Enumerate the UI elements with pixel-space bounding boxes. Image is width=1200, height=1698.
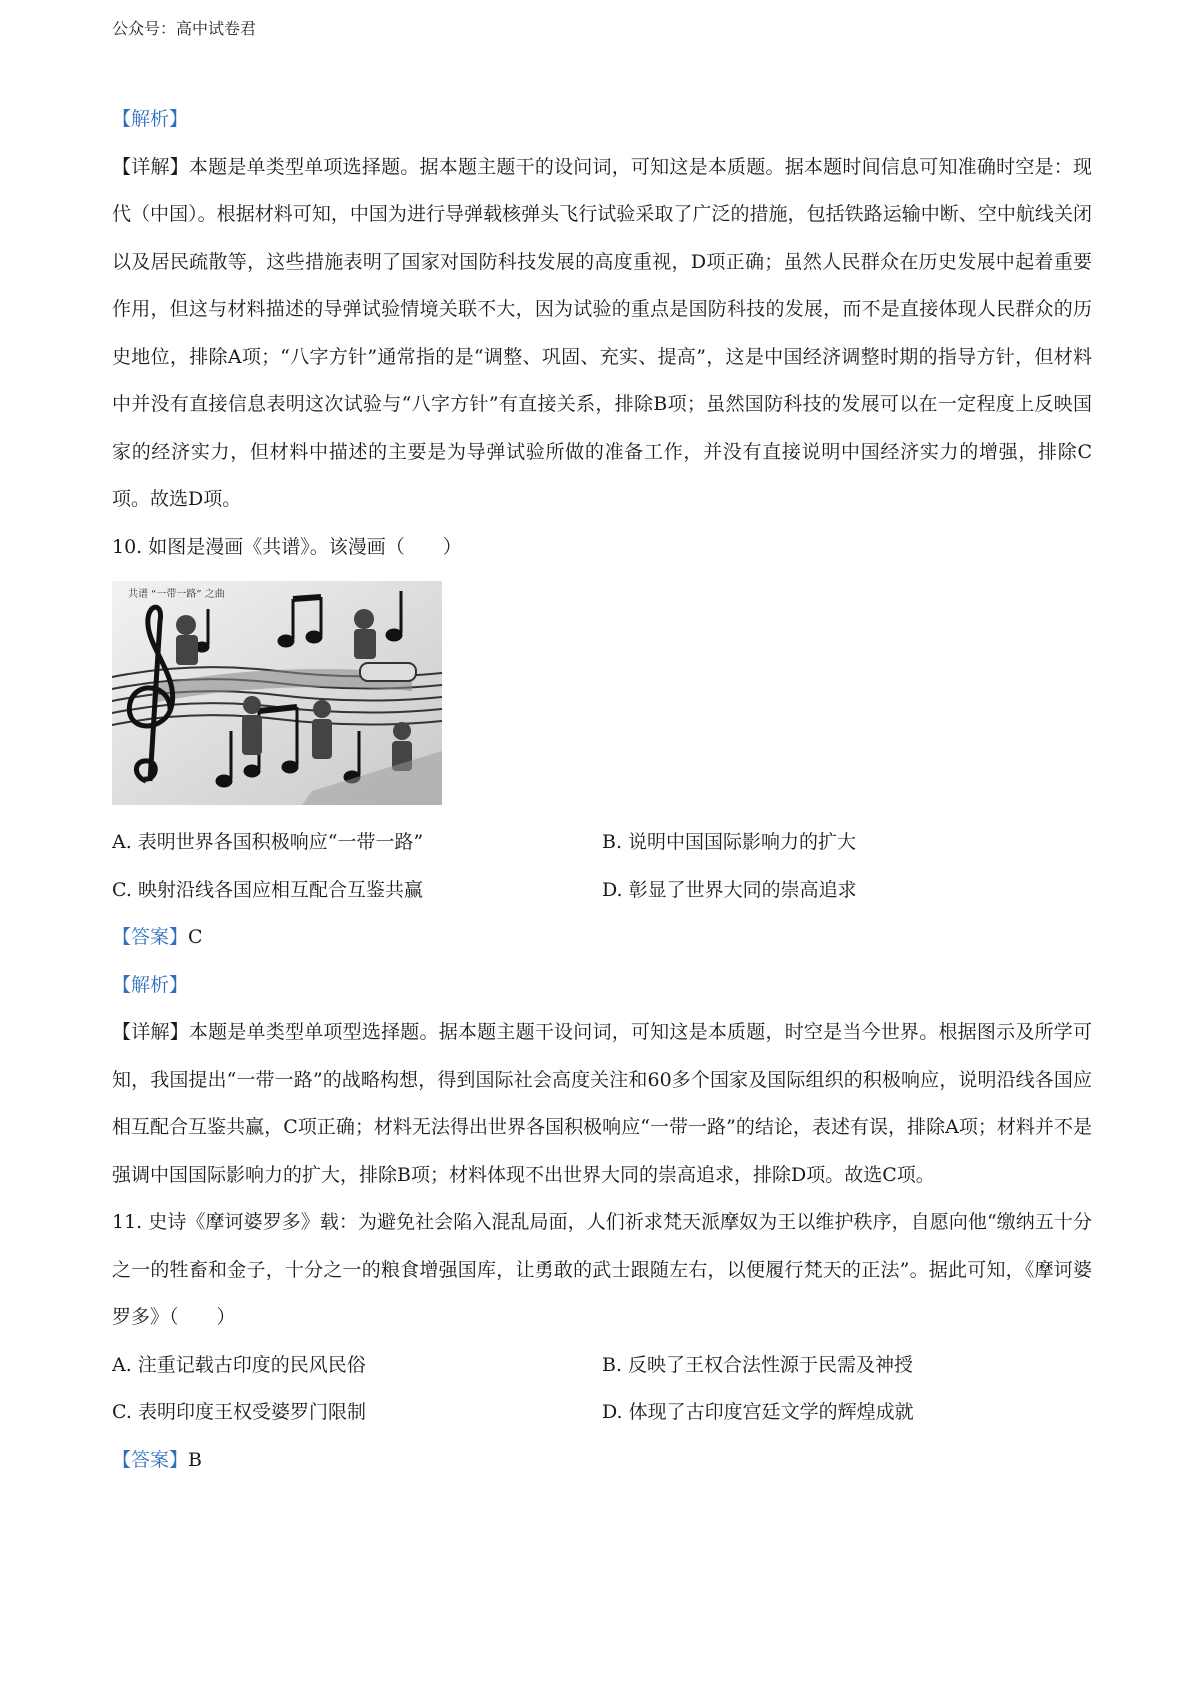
detail-tag: 【详解】 [112, 1021, 189, 1043]
question-stem: 11. 史诗《摩诃婆罗多》载：为避免社会陷入混乱局面，人们祈求梵天派摩奴为王以维护秩序，自愿向他“缴纳五十分之一的牲畜和金子，十分之一的粮食增强国库，让勇敢的武士跟随左右，以便履行梵天的正法”。据此可知，《摩诃婆罗多》（ ） [112, 1211, 1092, 1328]
detail-text: 本题是单类型单项选择题。据本题主题干的设问词，可知这是本质题。据本题时间信息可知准确时空是：现代（中国）。根据材料可知，中国为进行导弹载核弹头飞行试验采取了广泛的措施，包括铁路运输中断、空中航线关闭以及居民疏散等，这些措施表明了国家对国防科技发展的高度重视，D项正确；虽然人民群众在历史发展中起着重要作用，但这与材料描述的导弹试验情境关联不大，因为试验的重点是国防科技的发展，而不是直接体现人民群众的历史地位，排除A项；“八字方针”通常指的是“调整、巩固、充实、提高”，这是中国经济调整时期的指导方针，但材料中并没有直接信息表明这次试验与“八字方针”有直接关系，排除B项；虽然国防科技的发展可以在一定程度上反映国家的经济实力，但材料中描述的主要是为导弹试验所做的准备工作，并没有直接说明中国经济实力的增强，排除C项。故选D项。 [112, 155, 1092, 510]
option-b: B. 反映了王权合法性源于民需及神授 [602, 1353, 914, 1376]
options-grid [112, 819, 1092, 914]
watermark: 公众号：高中试卷君 [112, 19, 257, 38]
detail-paragraph [112, 1009, 1092, 1199]
question-stem: 10. 如图是漫画《共谱》。该漫画（ ） [112, 535, 462, 558]
answer-tag: 【答案】 [112, 926, 189, 948]
option-d: D. 彰显了世界大同的崇高追求 [602, 878, 857, 901]
options-grid [112, 1342, 1092, 1437]
option-a: A. 注重记载古印度的民风民俗 [112, 1353, 366, 1376]
answer-line [112, 1437, 1092, 1485]
answer-tag: 【答案】 [112, 1448, 189, 1471]
answer-value: B [188, 1448, 202, 1471]
analysis-heading: 【解析】 [112, 108, 189, 130]
answer-value: C [188, 926, 203, 948]
detail-paragraph [112, 144, 1092, 524]
analysis-heading: 【解析】 [112, 973, 189, 996]
option-c: C. 映射沿线各国应相互配合互鉴共赢 [112, 878, 423, 901]
cartoon-caption: 共谱 “一带一路” 之曲 [128, 589, 225, 600]
cartoon-image [112, 581, 442, 805]
option-d: D. 体现了古印度宫廷文学的辉煌成就 [602, 1401, 914, 1423]
detail-tag: 【详解】 [112, 155, 189, 178]
document-body [112, 96, 1092, 1484]
detail-text: 本题是单类型单项型选择题。据本题主题干设问词，可知这是本质题，时空是当今世界。根据图示及所学可知，我国提出“一带一路”的战略构想，得到国际社会高度关注和60多个国家及国际组织的积极响应，说明沿线各国应相互配合互鉴共赢，C项正确；材料无法得出世界各国积极响应“一带一路”的结论，表述有误，排除A项；材料并不是强调中国国际影响力的扩大，排除B项；材料体现不出世界大同的崇高追求，排除D项。故选C项。 [112, 1021, 1092, 1186]
option-a: A. 表明世界各国积极响应“一带一路” [112, 831, 424, 853]
option-c: C. 表明印度王权受婆罗门限制 [112, 1401, 366, 1423]
answer-line [112, 914, 1092, 962]
option-b: B. 说明中国国际影响力的扩大 [602, 831, 857, 853]
